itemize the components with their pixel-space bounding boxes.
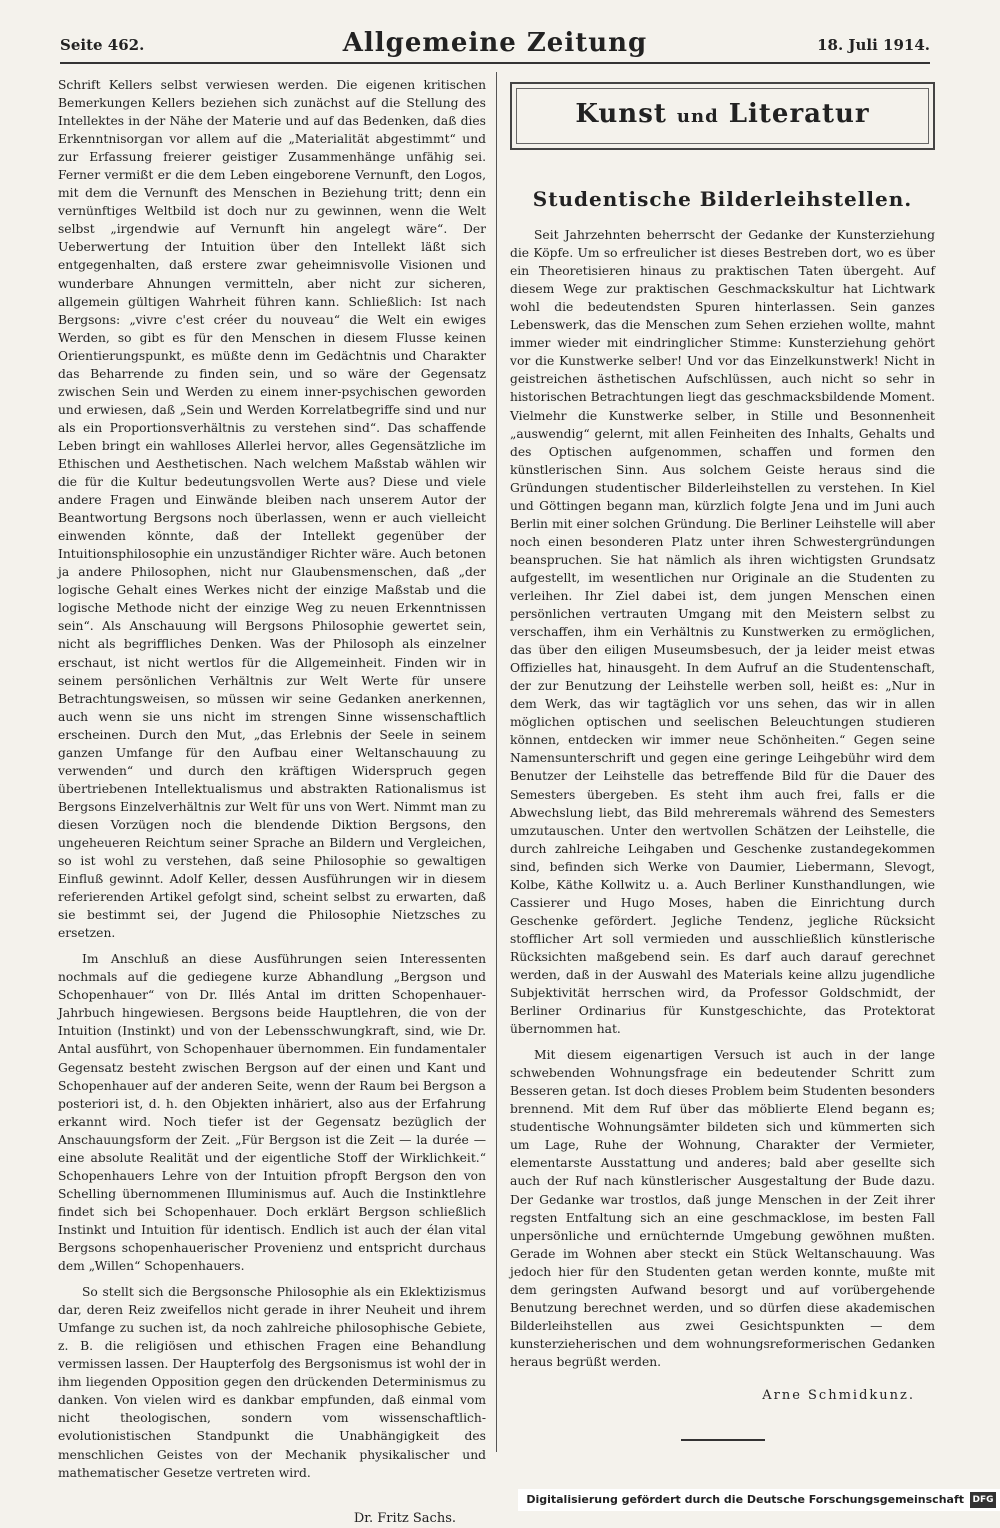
- digitization-footer: [518, 1489, 1000, 1511]
- section-title-word: Literatur: [728, 99, 870, 130]
- section-title-connector: und: [676, 106, 719, 128]
- paragraph: Im Anschluß an diese Ausführungen seien Interessenten nochmals auf die gediegene kurze Abhandlung „Bergson und Schopenhauer“ von Dr. Illés Antal im dritten Schopenhauer-Jahrbuch hingewiesen. Bergsons beide Hauptlehren, die von der Intuition (Instinkt) und von der Lebensschwungkraft, sind, wie Dr. Antal ausführt, von Schopenhauer übernommen. Ein fundamentaler Gegensatz besteht zwischen Bergson auf der einen und Kant und Schopenhauer auf der anderen Seite, wenn der Raum bei Bergson a posteriori ist, d. h. den Objekten inhäriert, also aus der Erfahrung erkannt wird. Noch tiefer ist der Gegensatz bezüglich der Anschauungsform der Zeit. „Für Bergson ist die Zeit — la durée — eine absolute Realität und der eigentliche Stoff der Wirklichkeit.“ Schopenhauers Lehre von der Intuition pfropft Bergson den von Schelling übernommenen Illuminismus auf. Auch die Instinktlehre findet sich bei Schopenhauer. Doch erklärt Bergson schließlich Instinkt und Intuition für identisch. Endlich ist auch der élan vital Bergsons schopenhauerischer Provenienz und entspricht durchaus dem „Willen“ Schopenhauers.: [58, 952, 486, 1274]
- paragraph: Schrift Kellers selbst verwiesen werden. Die eigenen kritischen Bemerkungen Kellers beziehen sich zunächst auf die Stellung des Intellektes in der Nähe der Materie und auf das Bedenken, daß dies Erkenntnisorgan vor allem auf die „Materialität abgestimmt“ und zur Erfassung freierer geistiger Zusammenhänge unfähig sei. Ferner vermißt er die dem Leben eingeborene Vernunft, den Logos, mit dem die Vernunft des Menschen in Beziehung tritt; denn ein vernünftiges Weltbild ist doch nur zu gewinnen, wenn die Welt selbst „irgendwie auf Vernunft hin angelegt wäre“. Der Ueberwertung der Intuition über den Intellekt läßt sich entgegenhalten, daß erstere zwar geheimnisvolle Visionen und wunderbare Ahnungen vermitteln, aber nicht zur sicheren, allgemein gültigen Wahrheit führen kann. Schließlich: Ist nach Bergsons: „vivre c'est créer du nouveau“ die Welt ein ewiges Werden, so gibt es für den Menschen in diesem Flusse keinen Orientierungspunkt, es müßte denn im Gedächtnis und Charakter das Beharrende zu finden sein, und so wäre der Gegensatz zwischen Sein und Werden zu einem inner-psychischen geworden und erwiesen, daß „Sein und Werden Korrelatbegriffe sind und nur als ein Proportionsverhältnis zu verstehen sind“. Das schaffende Leben bringt ein wahlloses Allerlei hervor, alles Gegensätzliche im Ethischen und Aesthetischen. Nach welchem Maßstab wählen wir die für die Kultur bedeutungsvollen Werte aus? Diese und viele andere Fragen und Einwände bleiben nach unserem Autor der Beantwortung Bergsons noch überlassen, wenn er auch vielleicht einwenden könnte, daß der Intellekt gegenüber der Intuitionsphilosophie ein unzuständiger Richter wäre. Auch betonen ja andere Philosophen, nicht nur Glaubensmenschen, daß „der logische Gehalt eines Werkes nicht der einzige Maßstab und die logische Methode nicht der einzige Weg zu neuen Erkenntnissen sein“. Als Anschauung will Bergsons Philosophie gewertet sein, nicht als begriffliches Denken. Was der Philosoph als einzelner erschaut, ist nicht wertlos für die Allgemeinheit. Finden wir in seinem persönlichen Verhältnis zur Welt Werte für unsere Betrachtungsweisen, so müssen wir seine Gedanken anerkennen, auch wenn sie uns nicht im strengen Sinne wissenschaftlich erscheinen. Durch den Mut, „das Erlebnis der Seele in seinem ganzen Umfange für den Aufbau einer Weltanschauung zu verwenden“ und durch den kräftigen Widerspruch gegen übertriebenen Intellektualismus und abstrakten Rationalismus ist Bergsons Einzelverhältnis zur Welt für uns von Wert. Nimmt man zu diesen Vorzügen noch die blendende Diktion Bergsons, den ungeheueren Reichtum seiner Sprache an Bildern und Vergleichen, so ist wohl zu verstehen, daß seine Philosophie so gewaltigen Einfluß gewinnt. Adolf Keller, dessen Ausführungen wir in diesem referierenden Artikel gefolgt sind, scheint selbst zu erwarten, daß sie bestimmt sei, der Jugend die Philosophie Nietzsches zu ersetzen.: [58, 78, 486, 941]
- section-header-box: [510, 82, 935, 150]
- author-signature: Dr. Fritz Sachs.: [353, 1510, 456, 1526]
- section-title-word: Kunst: [575, 99, 667, 130]
- right-column: [510, 76, 935, 1441]
- column-divider: [496, 72, 497, 1452]
- dfg-logo: DFG: [970, 1492, 996, 1508]
- section-title: [575, 99, 870, 130]
- article-title: Studentische Bilderleihstellen.: [532, 187, 913, 211]
- left-column: [58, 76, 486, 1528]
- paragraph: Mit diesem eigenartigen Versuch ist auch in der lange schwebenden Wohnungsfrage ein bedeutender Schritt zum Besseren getan. Ist doch dieses Problem beim Studenten besonders brennend. Mit dem Ruf über das möblierte Elend begann es; studentische Wohnungsämter bildeten sich und kümmerten sich um Lage, Ruhe der Wohnung, Charakter der Vermieter, elementarste Ausstattung und anderes; bald aber gesellte sich auch der Ruf nach künstlerischer Ausgestaltung der Bude dazu. Der Gedanke war trostlos, daß junge Menschen in der Zeit ihrer regsten Entfaltung sich an eine geschmacklose, im besten Fall unpersönliche und ernüchternde Umgebung gewöhnen mußten. Gerade im Wohnen aber steckt ein Stück Weltanschauung. Was jedoch hier für den Studenten getan werden konnte, mußte mit dem geringsten Aufwand besorgt und auf vorübergehende Benutzung berechnet werden, und so dürfen diese akademischen Bilderleihstellen aus zwei Gesichtspunkten — dem kunsterzieherischen und dem wohnungsreformerischen Gedanken heraus begrüßt werden.: [510, 1048, 935, 1369]
- author-signature: Arne Schmidkunz.: [762, 1388, 915, 1403]
- end-rule: [681, 1439, 765, 1441]
- masthead: [60, 28, 930, 64]
- newspaper-title: Allgemeine Zeitung: [342, 28, 648, 58]
- paragraph: So stellt sich die Bergsonsche Philosophie als ein Eklektizismus dar, deren Reiz zweifellos nicht gerade in ihrer Neuheit und ihrem Umfange zu suchen ist, da noch zahlreiche philosophische Gebiete, z. B. die religiösen und ethischen Fragen eine Behandlung vermissen lassen. Der Haupterfolg des Bergsonismus ist wohl der in ihm liegenden Opposition gegen den drückenden Determinismus zu danken. Von vielen wird es dankbar empfunden, daß einmal vom nicht theologischen, sondern vom wissenschaftlich-evolutionistischen Standpunkt die Unabhängigkeit des menschlichen Geistes von der Mechanik physikalischer und mathematischer Gesetze vertreten wird.: [58, 1285, 486, 1480]
- paragraph: Seit Jahrzehnten beherrscht der Gedanke der Kunsterziehung die Köpfe. Um so erfreulicher ist dieses Bestreben dort, wo es über ein Theoretisieren hinaus zu praktischen Taten übergeht. Auf diesem Wege zur praktischen Geschmackskultur hat Lichtwark wohl die bedeutendsten Spuren hinterlassen. Sein ganzes Lebenswerk, das die Menschen zum Sehen erziehen wollte, mahnt immer wieder mit eindringlicher Stimme: Kunsterziehung gehört vor die Kunstwerke selber! Und vor das Einzelkunstwerk! Nicht in geistreichen ästhetischen Aufschlüssen, auch nicht so sehr in historischen Betrachtungen liegt das geschmacksbildende Moment. Vielmehr die Kunstwerke selber, in Stille und Besonnenheit „auswendig“ gelernt, mit allen Feinheiten des Inhalts, Gehalts und des Optischen aufgenommen, schaffen und formen den künstlerischen Sinn. Aus solchem Geiste heraus sind die Gründungen studentischer Bilderleihstellen zu verstehen. In Kiel und Göttingen begann man, kürzlich folgte Jena und im Juni auch Berlin mit einer solchen Gründung. Die Berliner Leihstelle will aber noch einen besonderen Platz unter ihren Schwestergründungen beanspruchen. Sie hat nämlich als ihren wichtigsten Grundsatz aufgestellt, im wesentlichen nur Originale an die Studenten zu verleihen. Ihr Ziel dabei ist, dem jungen Menschen einen persönlichen vertrauten Umgang mit den Meistern selbst zu verschaffen, ihm ein Verhältnis zu Kunstwerken zu ermöglichen, das über den eiligen Museumsbesuch, der ja leider meist etwas Offizielles hat, hinausgeht. In dem Aufruf an die Studentenschaft, der zur Benutzung der Leihstelle werben soll, heißt es: „Nur in dem Werk, das wir tagtäglich vor uns sehen, das wir in allen möglichen optischen und seelischen Beleuchtungen studieren können, entdecken wir immer neue Schönheiten.“ Gegen seine Namensunterschrift und gegen eine geringe Leihgebühr wird dem Benutzer der Leihstelle das betreffende Bild für die Dauer des Semesters übergeben. Es steht ihm auch frei, falls er die Abwechslung liebt, das Bild mehreremals während des Semesters umzutauschen. Unter den wertvollen Schätzen der Leihstelle, die durch zahlreiche Leihgaben und Geschenke zustandegekommen sind, befinden sich Werke von Daumier, Liebermann, Slevogt, Kolbe, Käthe Kollwitz u. a. Auch Berliner Kunsthandlungen, wie Cassierer und Hugo Moses, haben die Einrichtung durch Geschenke gefördert. Jegliche Tendenz, jegliche Rücksicht stofflicher Art soll vermieden und ausschließlich künstlerische Rücksichten maßgebend sein. Es darf auch darauf gerechnet werden, daß in der Auswahl des Materials keine allzu jugendliche Subjektivität herrschen wird, da Professor Goldschmidt, der Berliner Ordinarius für Kunstgeschichte, das Protektorat übernommen hat.: [510, 228, 935, 1037]
- page-number: Seite 462.: [60, 36, 145, 54]
- footer-text: Digitalisierung gefördert durch die Deutsche Forschungsgemeinschaft: [526, 1493, 964, 1506]
- issue-date: 18. Juli 1914.: [817, 36, 930, 54]
